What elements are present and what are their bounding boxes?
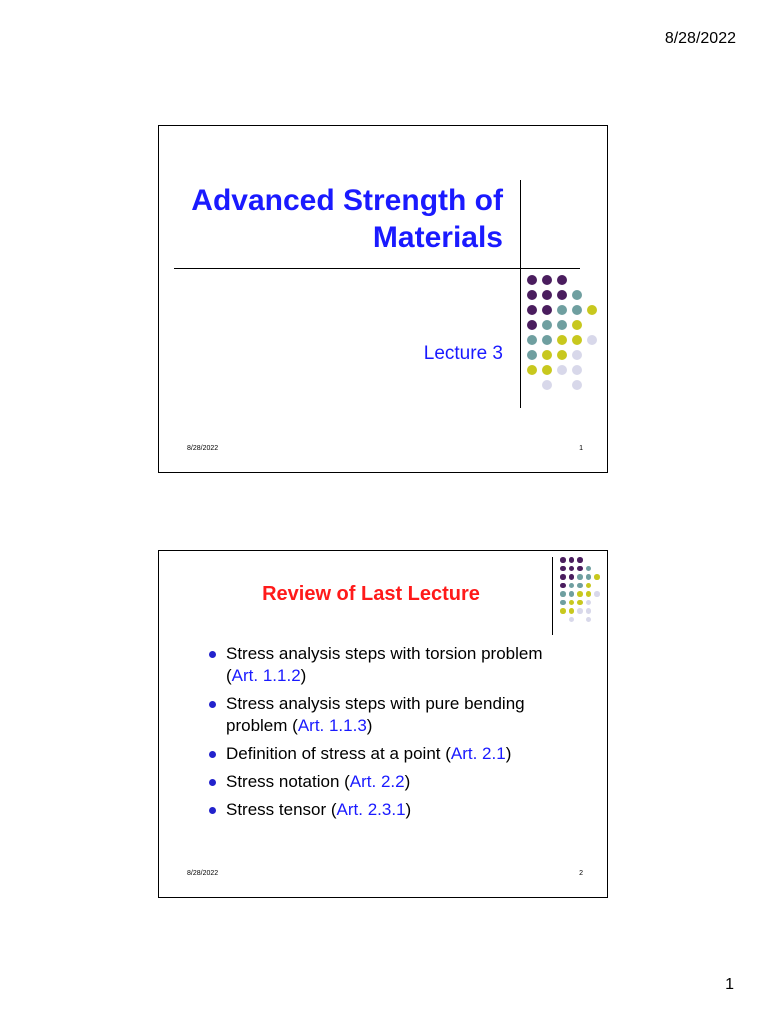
slide-1-footer-date: 8/28/2022 bbox=[187, 445, 219, 452]
bullet-closing: ) bbox=[505, 744, 512, 763]
slide-2-title: Review of Last Lecture bbox=[262, 583, 480, 605]
decorative-dot-icon bbox=[560, 557, 566, 563]
decorative-dot-icon bbox=[542, 365, 552, 375]
decorative-dot-icon bbox=[527, 350, 537, 360]
slide-2 bbox=[158, 550, 608, 898]
slide-2-bullet-list bbox=[209, 643, 549, 827]
decorative-dot-icon bbox=[542, 335, 552, 345]
decorative-dot-icon bbox=[542, 290, 552, 300]
bullet-reference: Art. 2.1 bbox=[450, 744, 506, 763]
bullet-text: Stress analysis steps with pure bending problem ( bbox=[226, 694, 525, 735]
decorative-dot-icon bbox=[577, 574, 583, 580]
decorative-dot-icon bbox=[569, 608, 575, 614]
decorative-dot-icon bbox=[557, 350, 567, 360]
decorative-dot-icon bbox=[542, 350, 552, 360]
decorative-dot-icon bbox=[569, 557, 575, 563]
decorative-dot-icon bbox=[557, 320, 567, 330]
bullet-reference: Art. 2.2 bbox=[349, 772, 405, 791]
decorative-dot-icon bbox=[560, 566, 566, 572]
decorative-dot-icon bbox=[569, 566, 575, 572]
decorative-dot-icon bbox=[557, 305, 567, 315]
slide-1 bbox=[158, 125, 608, 473]
decorative-dot-icon bbox=[572, 290, 582, 300]
decorative-dot-icon bbox=[527, 320, 537, 330]
bullet-item bbox=[209, 643, 549, 687]
slide-1-subtitle: Lecture 3 bbox=[423, 343, 503, 364]
decorative-dot-icon bbox=[542, 305, 552, 315]
decorative-dot-icon bbox=[527, 305, 537, 315]
decorative-dot-icon bbox=[577, 557, 583, 563]
bullet-text: Stress tensor ( bbox=[226, 800, 337, 819]
decorative-dot-icon bbox=[577, 608, 583, 614]
decorative-dot-icon bbox=[587, 305, 597, 315]
decorative-dot-icon bbox=[527, 335, 537, 345]
decorative-dot-icon bbox=[594, 574, 600, 580]
decorative-dot-icon bbox=[572, 335, 582, 345]
bullet-closing: ) bbox=[300, 666, 307, 685]
decorative-dot-icon bbox=[542, 320, 552, 330]
decorative-dot-icon bbox=[577, 566, 583, 572]
decorative-dot-icon bbox=[542, 275, 552, 285]
bullet-text: Stress notation ( bbox=[226, 772, 350, 791]
decorative-dot-icon bbox=[572, 380, 582, 390]
slide-1-vertical-rule bbox=[520, 180, 521, 408]
decorative-dot-icon bbox=[569, 574, 575, 580]
page-date: 8/28/2022 bbox=[664, 30, 736, 47]
bullet-text: Stress analysis steps with torsion problem ( bbox=[226, 644, 543, 685]
decorative-dot-icon bbox=[572, 350, 582, 360]
bullet-closing: ) bbox=[405, 800, 412, 819]
bullet-dot-icon bbox=[209, 701, 216, 708]
bullet-closing: ) bbox=[366, 716, 373, 735]
decorative-dot-icon bbox=[586, 617, 592, 623]
decorative-dot-icon bbox=[572, 320, 582, 330]
slide-2-footer-date: 8/28/2022 bbox=[187, 870, 219, 877]
decorative-dot-icon bbox=[560, 574, 566, 580]
bullet-item bbox=[209, 799, 549, 821]
page-number: 1 bbox=[725, 976, 734, 993]
bullet-closing: ) bbox=[404, 772, 411, 791]
decorative-dot-icon bbox=[527, 275, 537, 285]
decorative-dot-icon bbox=[557, 365, 567, 375]
bullet-reference: Art. 2.3.1 bbox=[336, 800, 406, 819]
bullet-text: Definition of stress at a point ( bbox=[226, 744, 451, 763]
slide-1-horizontal-rule bbox=[174, 268, 580, 269]
decorative-dot-icon bbox=[586, 574, 592, 580]
decorative-dot-icon bbox=[542, 380, 552, 390]
decorative-dot-icon bbox=[572, 305, 582, 315]
decorative-dot-icon bbox=[569, 617, 575, 623]
bullet-reference: Art. 1.1.2 bbox=[231, 666, 301, 685]
decorative-dot-icon bbox=[586, 600, 592, 606]
decorative-dot-icon bbox=[527, 290, 537, 300]
bullet-item bbox=[209, 771, 549, 793]
bullet-dot-icon bbox=[209, 807, 216, 814]
decorative-dot-icon bbox=[587, 335, 597, 345]
decorative-dot-icon bbox=[572, 365, 582, 375]
bullet-reference: Art. 1.1.3 bbox=[297, 716, 367, 735]
decorative-dot-icon bbox=[557, 275, 567, 285]
bullet-dot-icon bbox=[209, 779, 216, 786]
bullet-item bbox=[209, 693, 549, 737]
decorative-dot-icon bbox=[586, 591, 592, 597]
slide-1-title: Advanced Strength of Materials bbox=[191, 184, 503, 254]
bullet-dot-icon bbox=[209, 751, 216, 758]
decorative-dot-icon bbox=[594, 591, 600, 597]
decorative-dot-icon bbox=[557, 290, 567, 300]
bullet-item bbox=[209, 743, 549, 765]
bullet-dot-icon bbox=[209, 651, 216, 658]
decorative-dot-icon bbox=[557, 335, 567, 345]
decorative-dot-icon bbox=[586, 608, 592, 614]
decorative-dot-icon bbox=[586, 583, 592, 589]
decorative-dot-icon bbox=[586, 566, 592, 572]
slide-1-footer-number: 1 bbox=[579, 445, 583, 452]
decorative-dot-icon bbox=[527, 365, 537, 375]
decorative-dot-icon bbox=[560, 608, 566, 614]
slide-2-footer-number: 2 bbox=[579, 870, 583, 877]
